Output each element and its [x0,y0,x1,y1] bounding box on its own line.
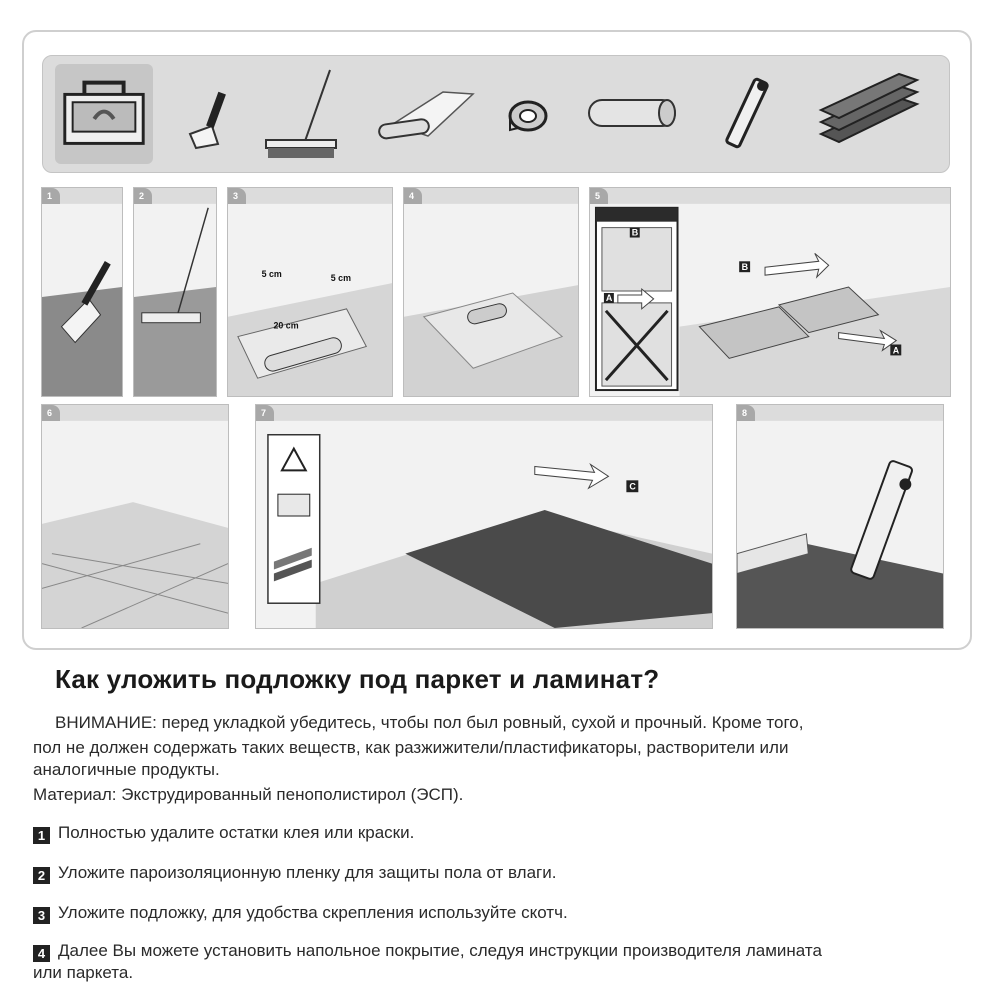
step-2 [33,862,963,884]
warning-text: ВНИМАНИЕ: перед укладкой убедитесь, чтобы пол был ровный, сухой и прочный. Кроме того, [55,713,804,732]
label-b-direction: B [741,262,749,273]
tools-strip [42,55,950,173]
step-text: Полностью удалите остатки клея или краски. [58,823,415,842]
broom-icon [258,64,348,164]
material-text: Материал: Экструдированный пенополистирол (ЭСП). [33,785,464,804]
step-3 [33,902,963,924]
label-5cm-right: 5 cm [330,273,351,284]
panel-number: 8 [737,405,755,421]
step-text: Далее Вы можете установить напольное покрытие, следуя инструкции производителя ламината [58,941,822,960]
step-panel-5 [589,187,951,397]
panel-number: 5 [590,188,608,204]
step-1 [33,822,963,844]
scraper-icon [178,64,238,164]
panel-number: 1 [42,188,60,204]
underlay-roll-icon [583,64,683,164]
page-title: Как уложить подложку под паркет и ламинат? [55,664,660,694]
label-b-box: B [631,227,639,238]
step-number: 2 [33,867,50,884]
step-4-line2 [33,962,963,984]
step-panel-1 [41,187,123,397]
step-panel-7 [255,404,713,629]
step-text: Уложите подложку, для удобства скрепления используйте скотч. [58,903,568,922]
toolbox-icon [55,64,153,164]
laminate-boards-icon [813,64,923,164]
panel-number: 3 [228,188,246,204]
label-a-box: A [605,292,613,303]
panel-number: 6 [42,405,60,421]
step-panel-3 [227,187,393,397]
step-4 [33,940,963,962]
utility-knife-icon [718,64,778,164]
panel-number: 2 [134,188,152,204]
step-text: Уложите пароизоляционную пленку для защиты пола от влаги. [58,863,557,882]
label-20cm: 20 cm [273,320,299,331]
step-number: 1 [33,827,50,844]
label-a-direction: A [892,345,900,356]
step-text-line2: или паркета. [33,963,134,982]
step-panel-2 [133,187,217,397]
step-panel-6 [41,404,229,629]
step-number: 3 [33,907,50,924]
tape-icon [498,64,553,164]
panel-number: 7 [256,405,274,421]
step-panel-4 [403,187,579,397]
panel-number: 4 [404,188,422,204]
label-5cm-left: 5 cm [261,269,282,280]
film-roll-icon [373,64,483,164]
warning-text-line3: аналогичные продукты. [33,760,220,779]
step-panel-8 [736,404,944,629]
step-number: 4 [33,945,50,962]
label-c-direction: C [629,481,636,492]
warning-text-line2: пол не должен содержать таких веществ, как разжижители/пластификаторы, растворители или [33,738,789,757]
